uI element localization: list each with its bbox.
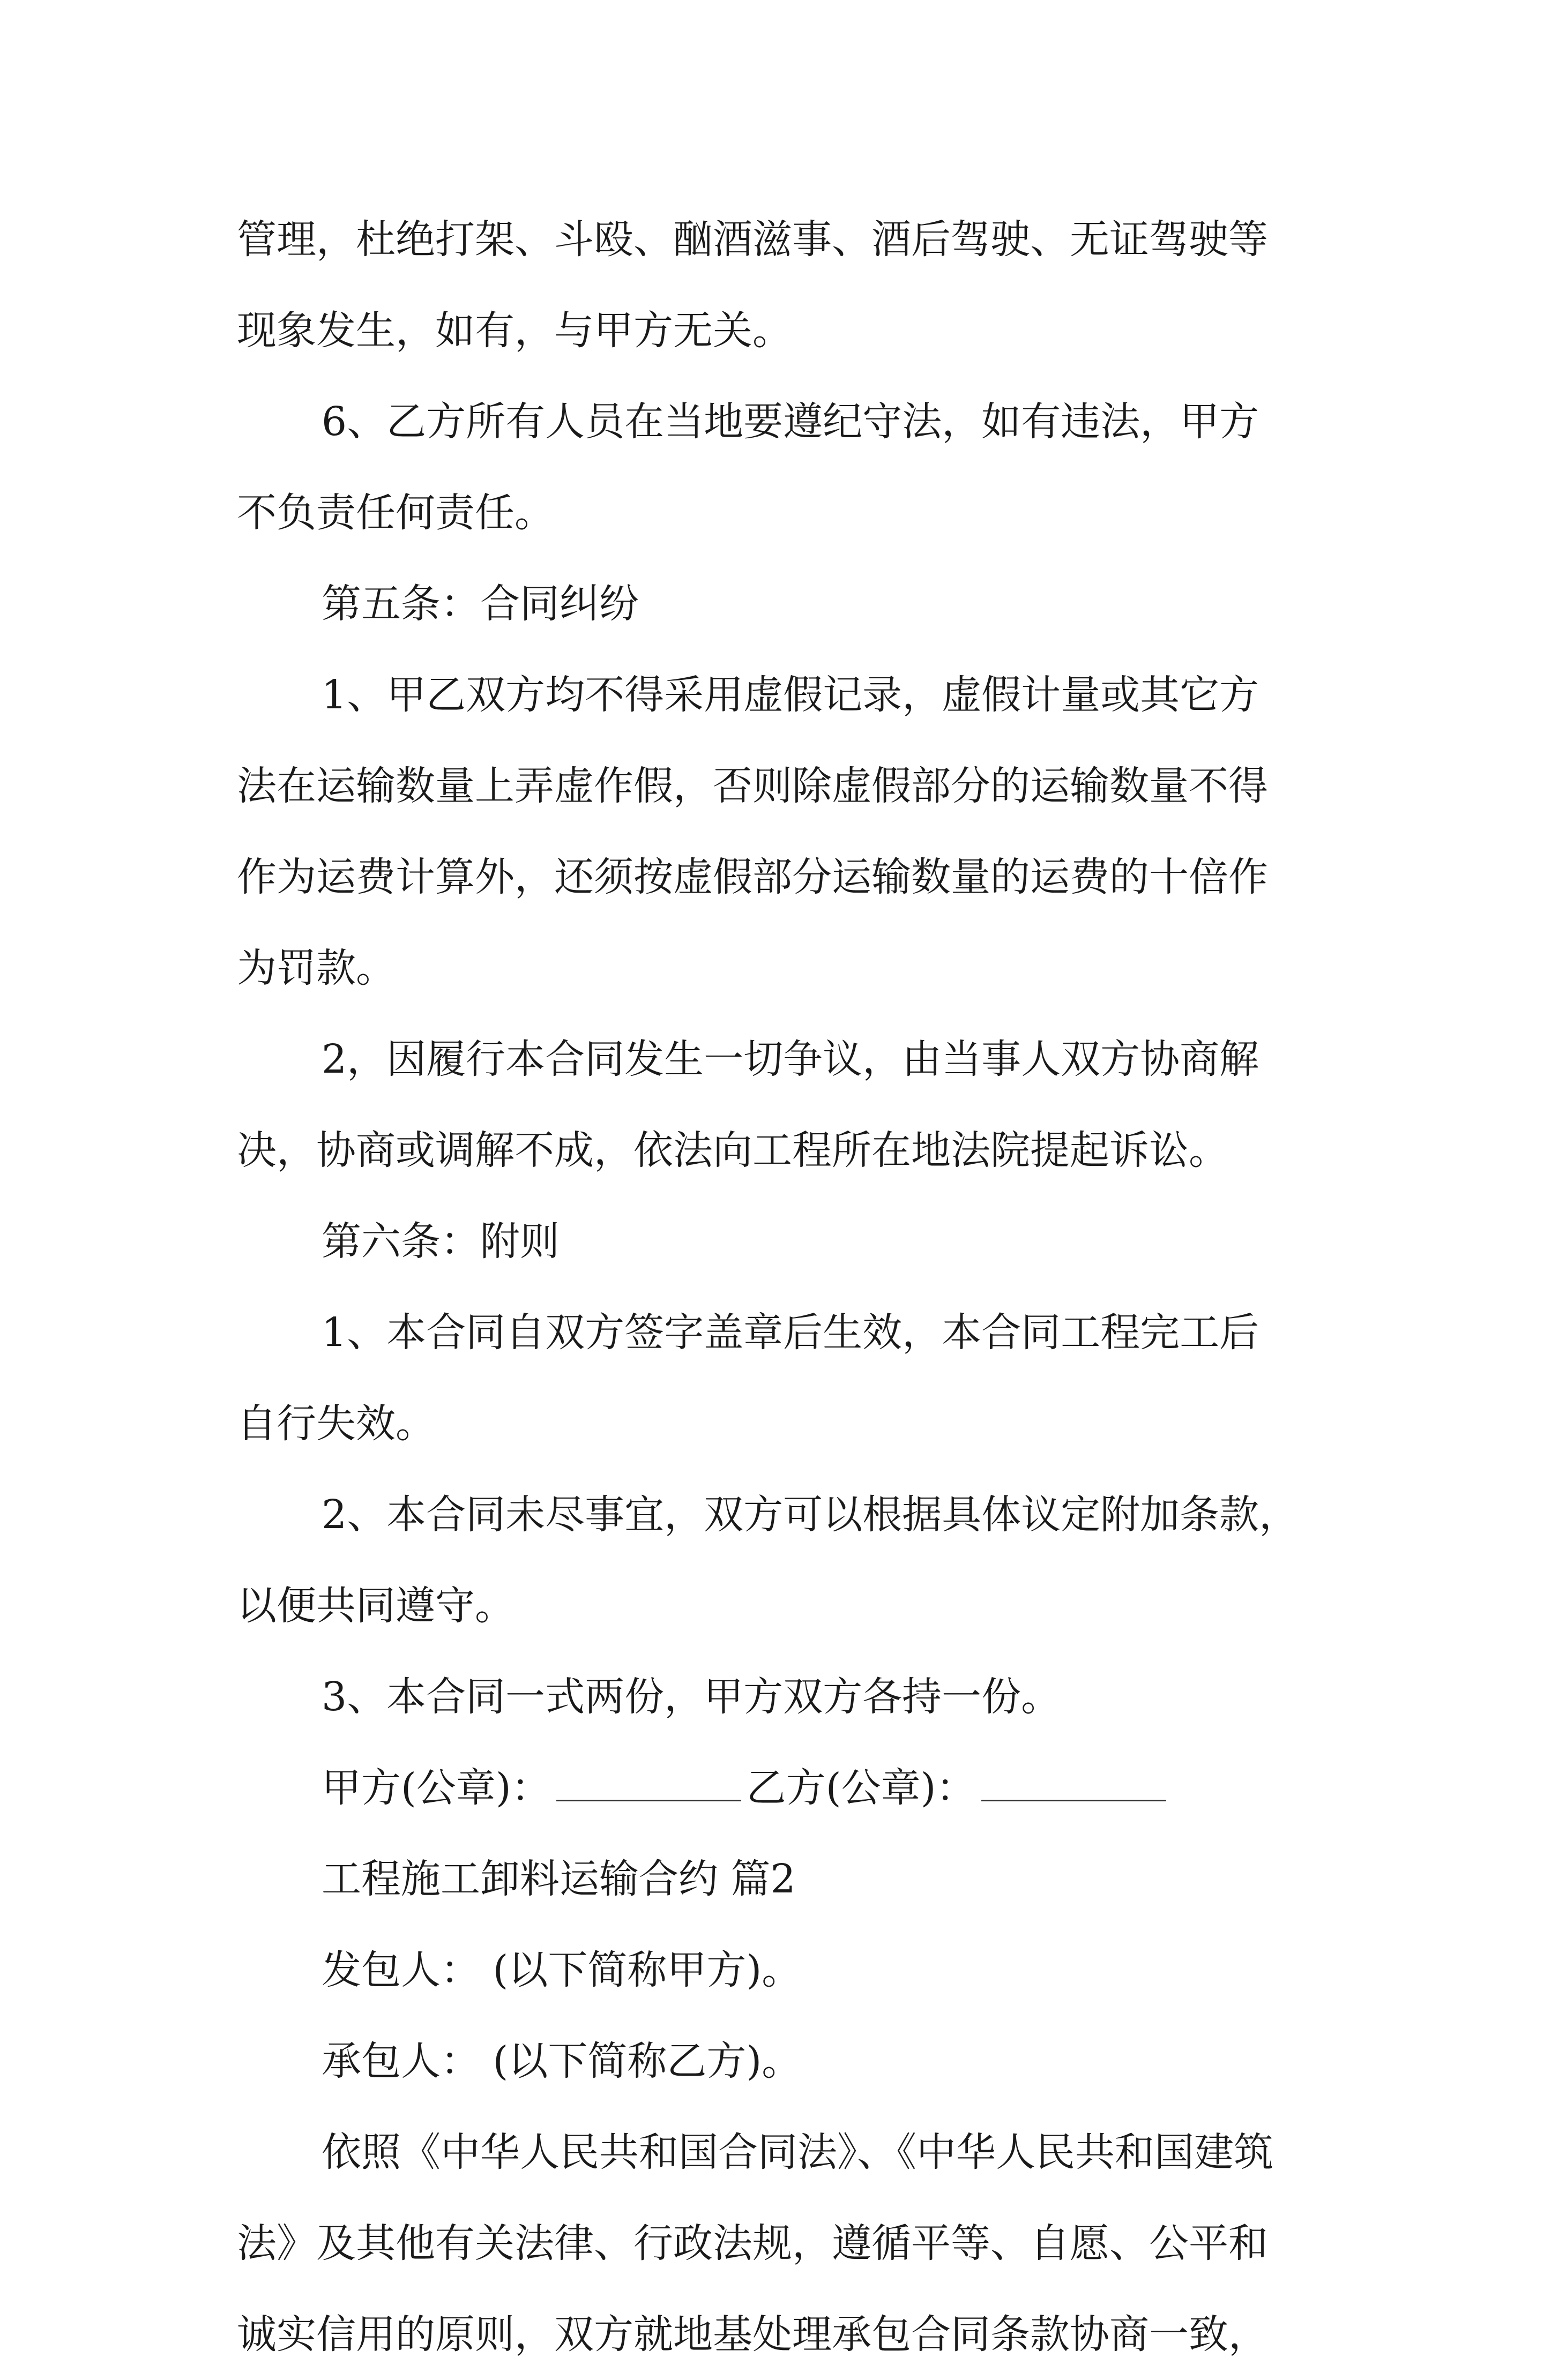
employer-line: 发包人： (以下简称甲方)。 <box>322 1947 802 1993</box>
paragraph-line: 现象发生，如有，与甲方无关。 <box>237 308 792 354</box>
document-body <box>237 194 1336 2380</box>
article-heading: 第五条：合同纠纷 <box>322 581 639 627</box>
article-heading: 第六条：附则 <box>322 1218 560 1264</box>
paragraph-line: 2、本合同未尽事宜，双方可以根据具体议定附加条款， <box>322 1492 1299 1538</box>
paragraph-line: 自行失效。 <box>237 1401 435 1447</box>
paragraph-line: 2，因履行本合同发生一切争议，由当事人双方协商解 <box>322 1036 1259 1082</box>
party-a-seal-label: 甲方(公章)： <box>322 1765 551 1811</box>
paragraph-line: 1、甲乙双方均不得采用虚假记录，虚假计量或其它方 <box>322 672 1259 718</box>
paragraph-line: 以便共同遵守。 <box>237 1583 514 1629</box>
contractor-line: 承包人： (以下简称乙方)。 <box>322 2038 802 2084</box>
signature-line <box>237 1742 1336 1833</box>
paragraph-line: 决，协商或调解不成，依法向工程所在地法院提起诉讼。 <box>237 1127 1228 1173</box>
paragraph-line: 3、本合同一式两份，甲方双方各持一份。 <box>322 1674 1061 1720</box>
party-a-seal-blank <box>556 1768 741 1801</box>
paragraph-line: 法》及其他有关法律、行政法规，遵循平等、自愿、公平和 <box>237 2220 1268 2266</box>
paragraph-line: 1、本合同自双方签字盖章后生效，本合同工程完工后 <box>322 1309 1259 1356</box>
paragraph-line: 不负责任何责任。 <box>237 490 554 536</box>
paragraph-line: 为罚款。 <box>237 945 396 991</box>
party-b-seal-label: 乙方(公章)： <box>746 1765 976 1811</box>
section-title: 工程施工卸料运输合约 篇2 <box>322 1856 796 1902</box>
paragraph-line: 作为运费计算外，还须按虚假部分运输数量的运费的十倍作 <box>237 854 1268 900</box>
paragraph-line: 管理，杜绝打架、斗殴、酗酒滋事、酒后驾驶、无证驾驶等 <box>237 216 1268 263</box>
paragraph-line: 法在运输数量上弄虚作假，否则除虚假部分的运输数量不得 <box>237 763 1268 809</box>
party-b-seal-blank <box>981 1768 1166 1801</box>
paragraph-line: 依照《中华人民共和国合同法》、《中华人民共和国建筑 <box>322 2129 1273 2175</box>
paragraph-line: 诚实信用的原则，双方就地基处理承包合同条款协商一致， <box>237 2311 1268 2357</box>
paragraph-line: 6、乙方所有人员在当地要遵纪守法，如有违法，甲方 <box>322 399 1259 445</box>
